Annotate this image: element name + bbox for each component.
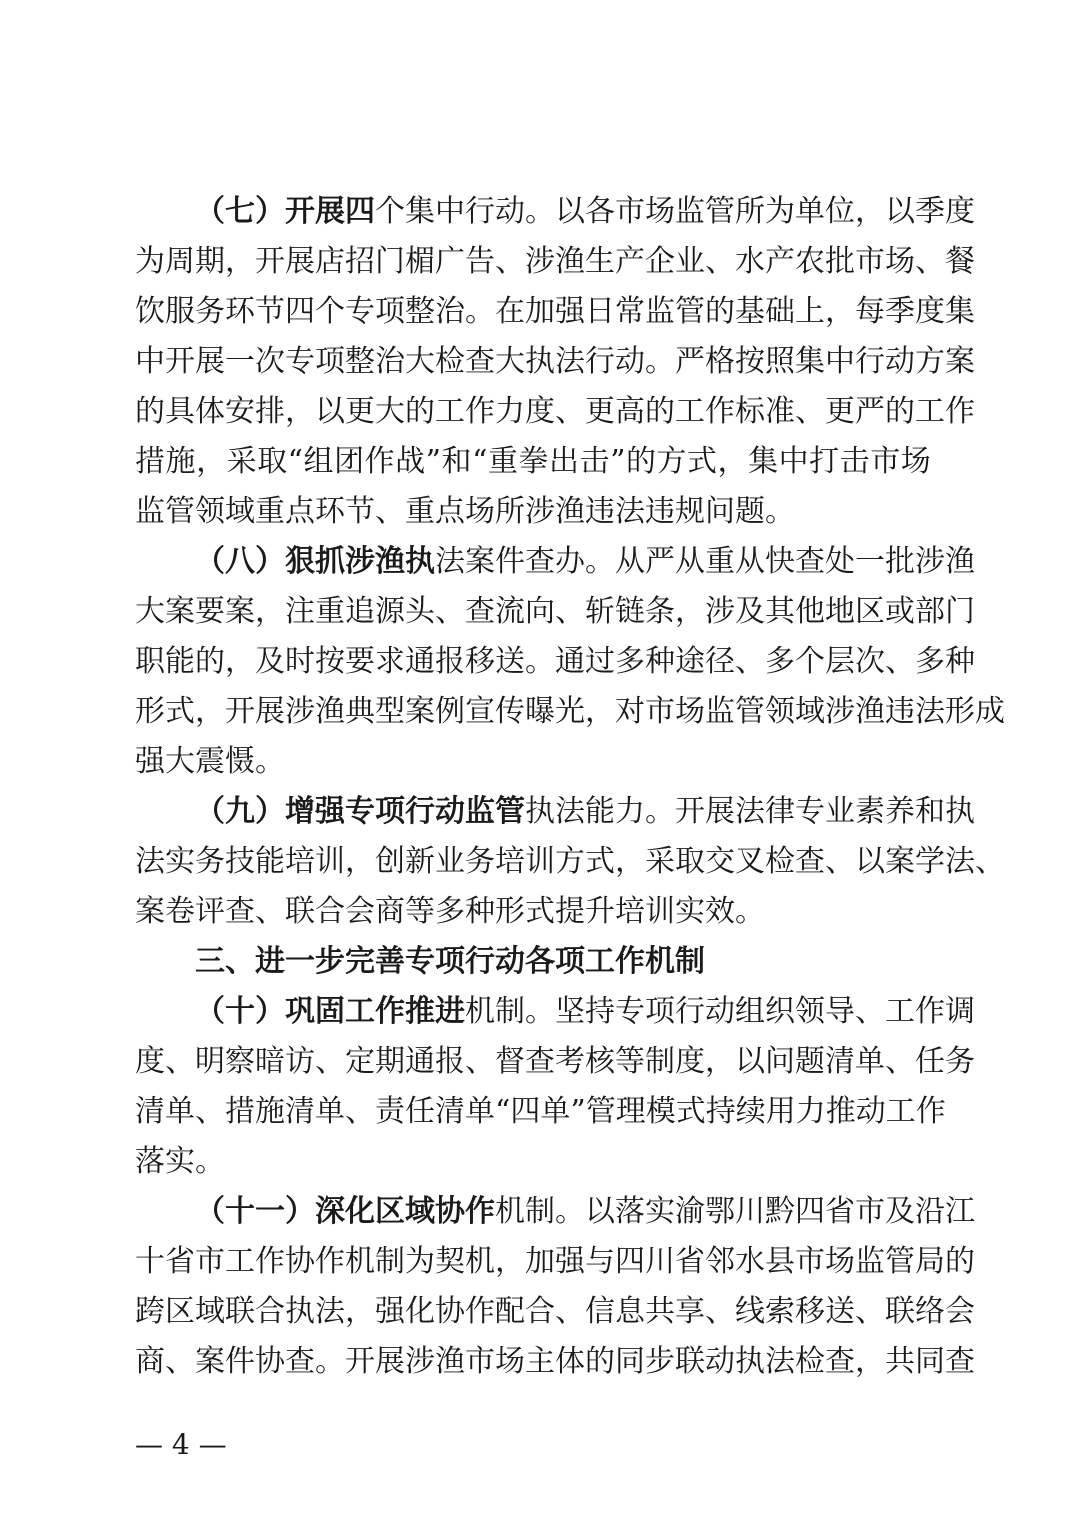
para-8-line-1: （ 八 ） 狠 抓 涉 渔 执 法 案 件 查 办 。 从 严 从 重 从 快 查 处 一 批 涉 渔 (195, 544, 975, 579)
para-9-line-1: （ 九 ） 增 强 专 项 行 动 监 管 执 法 能 力 。 开 展 法 律 专 业 素 养 和 执 (195, 794, 975, 829)
para-11-line-4: 商 、 案 件 协 查 。 开 展 涉 渔 市 场 主 体 的 同 步 联 动 执 法 检 查 ， 共 同 查 (135, 1344, 975, 1379)
para-10-line-1: （ 十 ） 巩 固 工 作 推 进 机 制 。 坚 持 专 项 行 动 组 织 领 导 、 工 作 调 (195, 994, 975, 1029)
para-10-line-2: 度 、 明 察 暗 访 、 定 期 通 报 、 督 查 考 核 等 制 度 ， 以 问 题 清 单 、 任 务 (135, 1044, 975, 1079)
para-7-line-3: 饮 服 务 环 节 四 个 专 项 整 治 。 在 加 强 日 常 监 管 的 基 础 上 ， 每 季 度 集 (135, 294, 975, 329)
para-8-line-5: 强大震慑。 (135, 744, 285, 779)
para-7-line-4: 中 开 展 一 次 专 项 整 治 大 检 查 大 执 法 行 动 。 严 格 按 照 集 中 行 动 方 案 (135, 344, 975, 379)
para-9-line-2: 法 实 务 技 能 培 训 ， 创 新 业 务 培 训 方 式 ， 采 取 交 叉 检 查 、 以 案 学 法 、 (135, 844, 1005, 879)
para-7-line-6: 措 施 ， 采 取 “ 组 团 作 战 ” 和 “ 重 拳 出 击 ” 的 方 式 ， 集 中 打 击 市 场 (135, 444, 931, 479)
page-number: — 4 — (135, 1428, 227, 1461)
para-9-line-3: 案卷评查、联合会商等多种形式提升培训实效。 (135, 894, 765, 929)
para-7-line-5: 的 具 体 安 排 ， 以 更 大 的 工 作 力 度 、 更 高 的 工 作 标 准 、 更 严 的 工 作 (135, 394, 975, 429)
para-11-line-3: 跨 区 域 联 合 执 法 ， 强 化 协 作 配 合 、 信 息 共 享 、 线 索 移 送 、 联 络 会 (135, 1294, 975, 1329)
para-10-line-4: 落实。 (135, 1144, 225, 1179)
para-11-line-2: 十 省 市 工 作 协 作 机 制 为 契 机 ， 加 强 与 四 川 省 邻 水 县 市 场 监 管 局 的 (135, 1244, 975, 1279)
para-7-line-7: 监管领域重点环节、重点场所涉渔违法违规问题。 (135, 494, 795, 529)
para-8-line-4: 形 式 ， 开 展 涉 渔 典 型 案 例 宣 传 曝 光 ， 对 市 场 监 管 领 域 涉 渔 违 法 形 成 (135, 694, 1005, 729)
para-7-line-2: 为 周 期 ， 开 展 店 招 门 楣 广 告 、 涉 渔 生 产 企 业 、 水 产 农 批 市 场 、 餐 (135, 244, 975, 279)
para-11-line-1: （ 十 一 ） 深 化 区 域 协 作 机 制 。 以 落 实 渝 鄂 川 黔 四 省 市 及 沿 江 (195, 1194, 975, 1229)
para-7-line-1: （ 七 ） 开 展 四 个 集 中 行 动 。 以 各 市 场 监 管 所 为 单 位 ， 以 季 度 (195, 194, 975, 229)
para-10-line-3: 清 单 、 措 施 清 单 、 责 任 清 单 “ 四 单 ” 管 理 模 式 持 续 用 力 推 动 工 作 (135, 1094, 946, 1129)
para-8-line-3: 职 能 的 ， 及 时 按 要 求 通 报 移 送 。 通 过 多 种 途 径 、 多 个 层 次 、 多 种 (135, 644, 975, 679)
section-heading: 三、进一步完善专项行动各项工作机制 (195, 944, 705, 979)
para-8-line-2: 大 案 要 案 ， 注 重 追 源 头 、 查 流 向 、 斩 链 条 ， 涉 及 其 他 地 区 或 部 门 (135, 594, 975, 629)
